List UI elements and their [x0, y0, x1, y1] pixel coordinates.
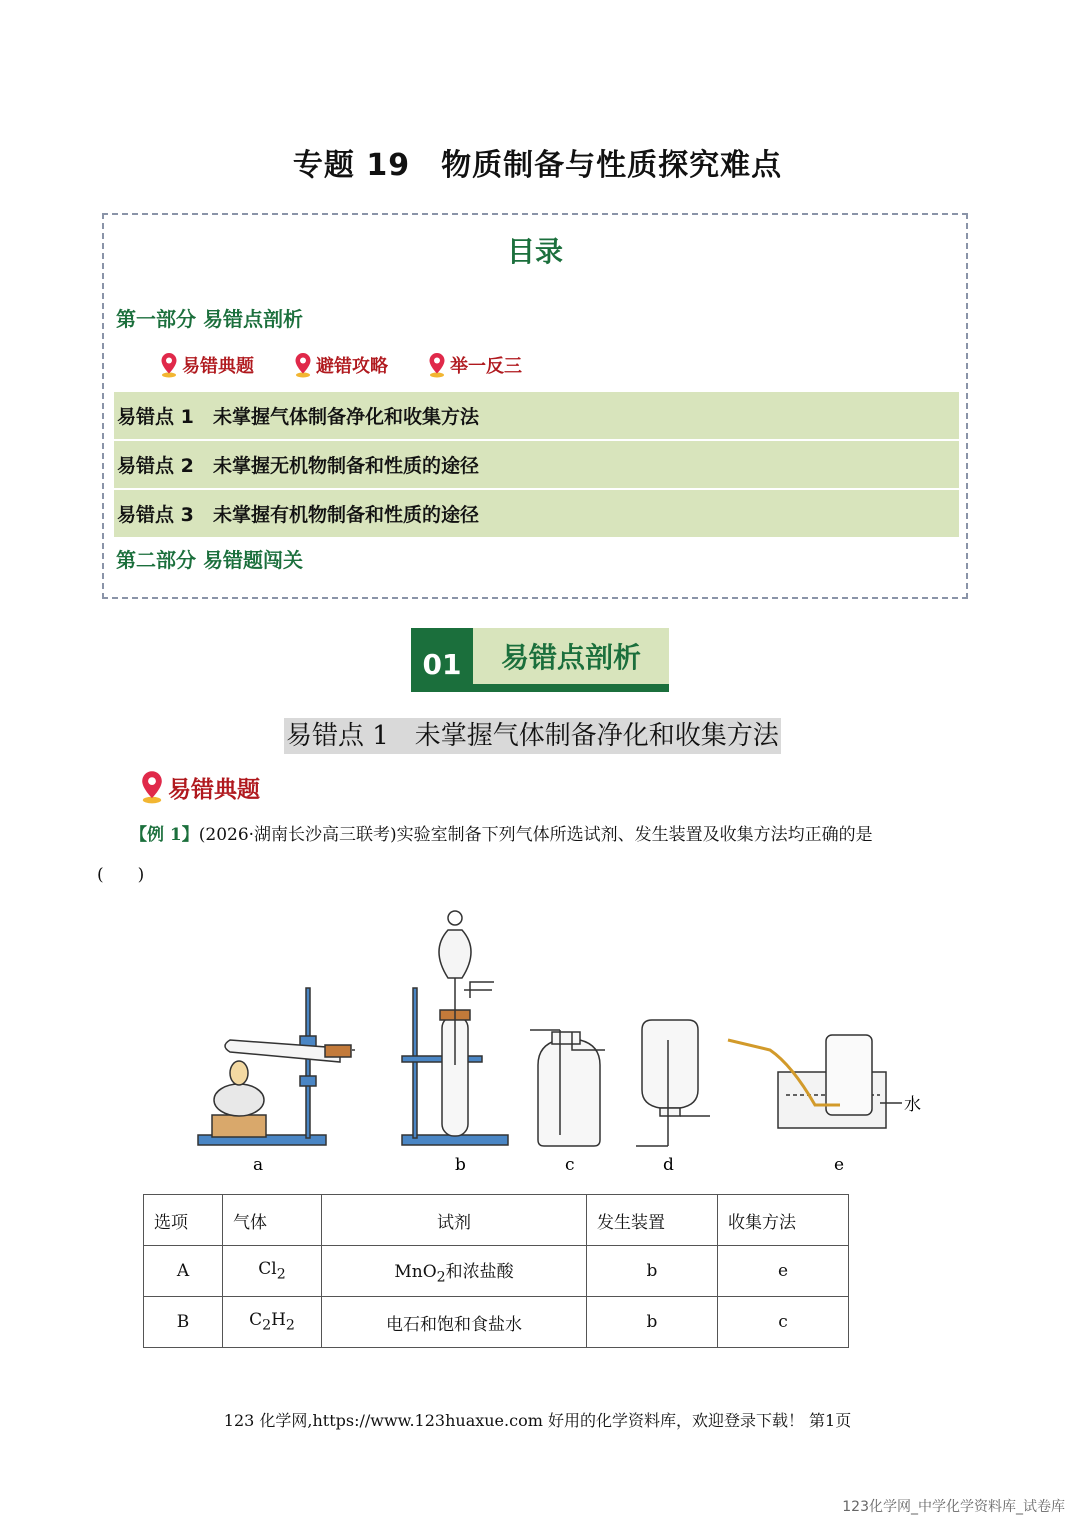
header-cell: 试剂: [322, 1195, 587, 1246]
table-row: [144, 1297, 849, 1348]
water-label: 水: [904, 1095, 921, 1115]
toc-item-num: 易错点 3: [117, 504, 194, 526]
pin-label: 举一反三: [450, 356, 522, 377]
header-cell: 气体: [223, 1195, 322, 1246]
watermark: 123化学网_中学化学资料库_试卷库: [842, 1499, 1065, 1515]
label-e: e: [834, 1155, 845, 1175]
label-b: b: [455, 1155, 466, 1175]
page-title: 专题 19 物质制备与性质探究难点: [292, 148, 783, 183]
pin-item: [160, 352, 254, 378]
toc-pin-row: [160, 352, 522, 378]
toc-item-1[interactable]: [114, 392, 959, 439]
answer-parentheses: ( ): [97, 865, 145, 885]
question-body: (2026·湖南长沙高三联考)实验室制备下列气体所选试剂、发生装置及收集方法均正确的是: [198, 825, 873, 845]
example-tag: 【例 1】: [130, 825, 199, 845]
location-pin-icon: [428, 352, 446, 378]
reagent-cell: 电石和饱和食盐水: [322, 1297, 587, 1348]
toc-item-3[interactable]: [114, 490, 959, 537]
collect-cell: c: [718, 1297, 849, 1348]
question-text: [130, 822, 960, 848]
location-pin-icon: [160, 352, 178, 378]
toc-item-text: 未掌握有机物制备和性质的途径: [213, 504, 480, 526]
label-d: d: [663, 1155, 674, 1175]
device-cell: b: [587, 1297, 718, 1348]
gas-cell: $C_2H_2$: [223, 1297, 322, 1348]
header-cell: 发生装置: [587, 1195, 718, 1246]
toc-item-text: 未掌握无机物制备和性质的途径: [213, 455, 480, 477]
header-cell: 选项: [144, 1195, 223, 1246]
toc-item-2[interactable]: [114, 441, 959, 488]
label-c: c: [565, 1155, 575, 1175]
typical-label: 易错典题: [168, 776, 260, 803]
section-badge: [411, 628, 669, 692]
pin-label: 避错攻略: [316, 356, 388, 377]
apparatus-d: [636, 1020, 710, 1146]
device-cell: b: [587, 1246, 718, 1297]
apparatus-b: [402, 911, 508, 1145]
table-header-row: [144, 1195, 849, 1246]
table-row: [144, 1246, 849, 1297]
typical-question-heading: [140, 770, 260, 804]
apparatus-e: [728, 1035, 902, 1128]
section-number: 01: [411, 628, 473, 692]
page-footer: 123 化学网,https://www.123huaxue.com 好用的化学资料库，欢迎登录下载！ 第1页: [223, 1411, 852, 1430]
toc-part2[interactable]: 第二部分 易错题闯关: [116, 548, 303, 572]
header-cell: 收集方法: [718, 1195, 849, 1246]
toc-heading: 目录: [506, 235, 563, 268]
pin-item: [428, 352, 522, 378]
toc-item-num: 易错点 1: [117, 406, 194, 428]
toc-item-num: 易错点 2: [117, 455, 194, 477]
pin-label: 易错典题: [182, 356, 254, 377]
option-cell: B: [144, 1297, 223, 1348]
error-point-title: 易错点 1 未掌握气体制备净化和收集方法: [284, 718, 781, 754]
toc-part1[interactable]: 第一部分 易错点剖析: [116, 307, 303, 331]
toc-item-text: 未掌握气体制备净化和收集方法: [213, 406, 480, 428]
label-a: a: [253, 1155, 264, 1175]
pin-item: [294, 352, 388, 378]
gas-cell: $Cl_2$: [223, 1246, 322, 1297]
section-title: 易错点剖析: [473, 628, 669, 684]
section-underline: [473, 684, 669, 692]
apparatus-diagram: [180, 890, 940, 1180]
options-table: [143, 1194, 849, 1348]
reagent-cell: MnO$_2$和浓盐酸: [322, 1246, 587, 1297]
location-pin-icon: [140, 770, 164, 804]
apparatus-a: [198, 988, 355, 1145]
location-pin-icon: [294, 352, 312, 378]
option-cell: A: [144, 1246, 223, 1297]
apparatus-c: [530, 1030, 605, 1146]
collect-cell: e: [718, 1246, 849, 1297]
